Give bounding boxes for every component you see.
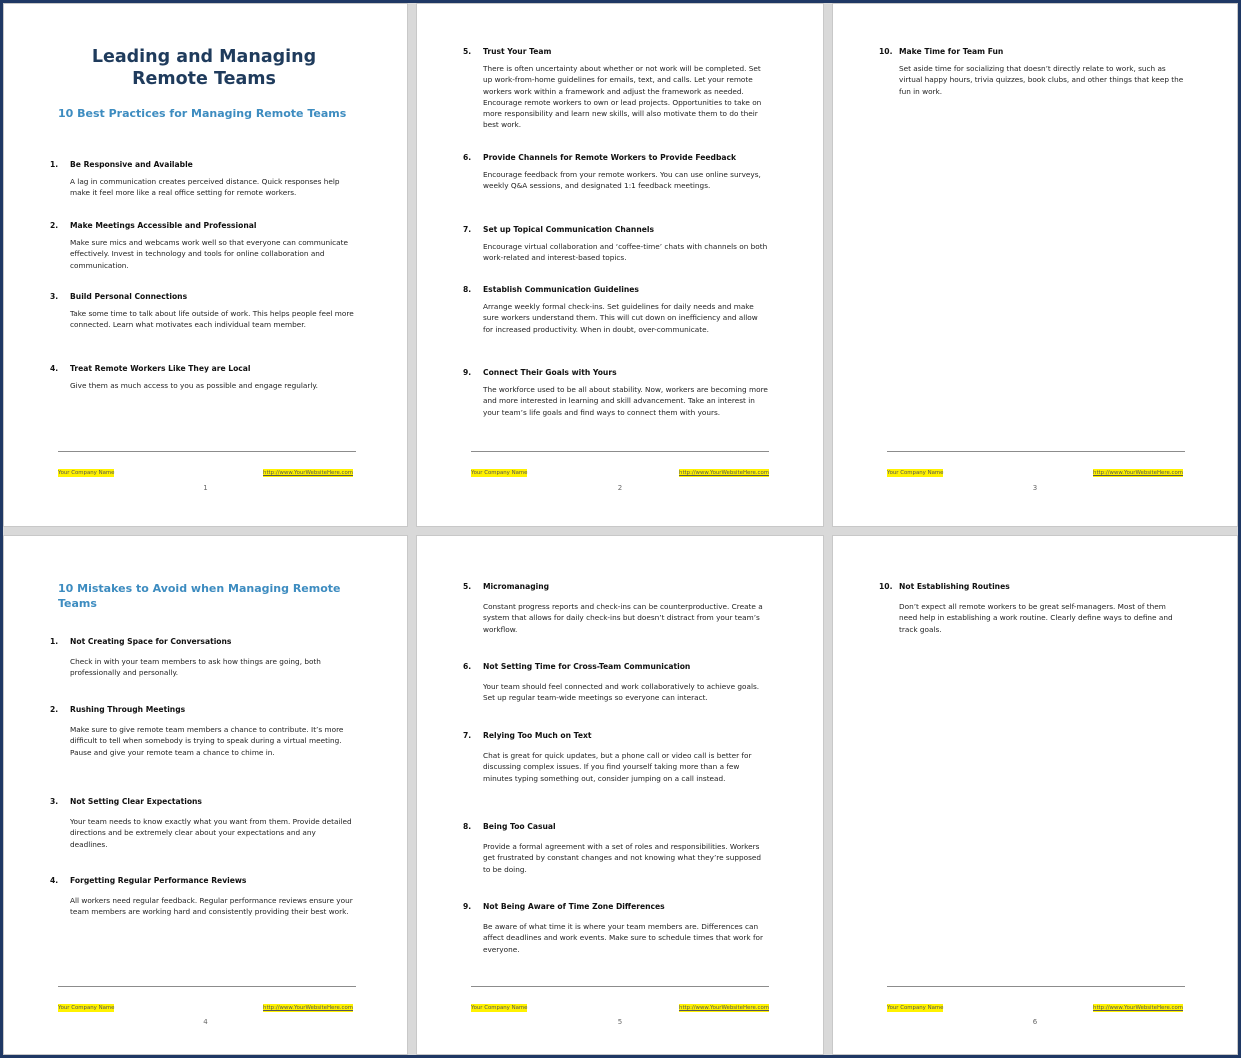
- item-number: 7.: [463, 731, 472, 740]
- item-body: Be aware of what time it is where your team members are. Differences can affect deadlines and work events. Make sure to schedule times that work for everyone.: [483, 922, 763, 954]
- item-body: The workforce used to be all about stability. Now, workers are becoming more and more interested in learning and skill advancement. Take an interest in your team’s life goals and find ways to connect them with yours.: [483, 385, 768, 417]
- section-heading-mistakes: 10 Mistakes to Avoid when Managing Remote Teams: [58, 582, 341, 610]
- list-item: [463, 284, 763, 335]
- section-heading-best-practices: 10 Best Practices for Managing Remote Teams: [58, 107, 347, 120]
- footer-rule: [471, 451, 769, 452]
- item-heading: Make Time for Team Fun: [899, 47, 1004, 56]
- page-number: 1: [203, 484, 208, 492]
- item-body: Don’t expect all remote workers to be great self-managers. Most of them need help in establishing a work routine. Clearly define ways to define and track goals.: [899, 602, 1173, 634]
- item-number: 3.: [50, 797, 59, 806]
- page-6: [832, 535, 1238, 1055]
- footer-company-name: Your Company Name: [58, 470, 115, 476]
- item-body: Make sure mics and webcams work well so that everyone can communicate effectively. Invest in technology and tools for online collaboration and communication.: [70, 238, 349, 270]
- item-body: Set aside time for socializing that doesn’t directly relate to work, such as virtual happy hours, trivia quizzes, book clubs, and other things that keep the fun in work.: [899, 64, 1184, 96]
- item-number: 10.: [879, 47, 893, 56]
- item-heading: Not Setting Clear Expectations: [70, 797, 202, 806]
- item-body: Encourage virtual collaboration and ‘coffee-time’ chats with channels on both work-related and interest-based topics.: [483, 242, 768, 263]
- item-heading: Being Too Casual: [483, 822, 556, 831]
- item-heading: Build Personal Connections: [70, 292, 188, 301]
- list-item: [879, 581, 1179, 635]
- item-body: Provide a formal agreement with a set of roles and responsibilities. Workers get frustrated by constant changes and not knowing what they’re supposed to be doing.: [483, 842, 762, 874]
- list-item: [50, 636, 350, 679]
- footer-website-link[interactable]: http://www.YourWebsiteHere.com: [679, 1005, 769, 1011]
- item-number: 2.: [50, 221, 59, 230]
- item-body: Arrange weekly formal check-ins. Set guidelines for daily needs and make sure workers understand them. This will cut down on inefficiency and allow for increased productivity. When in doubt, over-communicate.: [483, 302, 758, 334]
- page-number: 6: [1032, 1018, 1038, 1026]
- item-heading: Trust Your Team: [483, 47, 552, 56]
- page-4: [3, 535, 408, 1055]
- item-body: Take some time to talk about life outside of work. This helps people feel more connected. Learn what motivates each individual team member.: [70, 309, 354, 330]
- item-number: 1.: [50, 637, 59, 646]
- item-heading: Not Being Aware of Time Zone Differences: [483, 902, 665, 911]
- item-body: Your team needs to know exactly what you want from them. Provide detailed directions and be extremely clear about your expectations and any deadlines.: [70, 817, 352, 849]
- item-heading: Set up Topical Communication Channels: [483, 225, 655, 234]
- item-body: Chat is great for quick updates, but a phone call or video call is better for discussing complex issues. If you find yourself taking more than a few minutes typing something out, consider jumping on a call instead.: [483, 751, 752, 783]
- item-number: 6.: [463, 662, 472, 671]
- list-item: [463, 581, 763, 635]
- item-number: 2.: [50, 705, 59, 714]
- item-number: 5.: [463, 47, 472, 56]
- footer-website-link[interactable]: http://www.YourWebsiteHere.com: [679, 470, 769, 476]
- page-2: [416, 3, 824, 527]
- item-heading: Establish Communication Guidelines: [483, 285, 639, 294]
- list-item: [463, 46, 763, 131]
- item-heading: Treat Remote Workers Like They are Local: [70, 364, 251, 373]
- item-number: 8.: [463, 822, 472, 831]
- item-heading: Relying Too Much on Text: [483, 731, 592, 740]
- list-item: [463, 224, 768, 264]
- footer-rule: [887, 986, 1185, 987]
- item-number: 10.: [879, 582, 893, 591]
- item-heading: Not Establishing Routines: [899, 582, 1010, 591]
- item-heading: Rushing Through Meetings: [70, 705, 186, 714]
- list-item: [463, 901, 763, 955]
- footer-company-name: Your Company Name: [887, 470, 944, 476]
- footer-rule: [471, 986, 769, 987]
- document-title: Leading and Managing Remote Teams: [91, 47, 317, 89]
- list-item: [50, 159, 350, 199]
- item-heading: Provide Channels for Remote Workers to Provide Feedback: [483, 153, 737, 162]
- item-number: 7.: [463, 225, 472, 234]
- list-item: [463, 367, 768, 418]
- page-number: 4: [203, 1018, 208, 1026]
- page-1: [3, 3, 408, 527]
- footer-rule: [58, 451, 356, 452]
- item-number: 9.: [463, 368, 472, 377]
- footer-rule: [887, 451, 1185, 452]
- list-item: [463, 730, 763, 784]
- item-body: There is often uncertainty about whether or not work will be completed. Set up work-from-home guidelines for emails, text, and calls. Let your remote workers work within a framework and adjust the framework as needed. Encourage remote workers to own or lead projects. Opportunities to take on more responsibility and learn new skills, will also motivate them to do their best work.: [483, 64, 762, 130]
- footer-rule: [58, 986, 356, 987]
- list-item: [50, 796, 350, 850]
- item-number: 9.: [463, 902, 472, 911]
- list-item: [50, 220, 350, 271]
- list-item: [50, 704, 350, 758]
- item-number: 4.: [50, 364, 59, 373]
- list-item: [50, 291, 354, 331]
- footer-company-name: Your Company Name: [58, 1005, 115, 1011]
- list-item: [463, 152, 763, 192]
- list-item: [50, 363, 350, 391]
- footer-company-name: Your Company Name: [887, 1005, 944, 1011]
- footer-company-name: Your Company Name: [471, 470, 528, 476]
- list-item: [463, 661, 763, 704]
- page-5: [416, 535, 824, 1055]
- item-heading: Forgetting Regular Performance Reviews: [70, 876, 247, 885]
- list-item: [879, 46, 1184, 97]
- item-number: 3.: [50, 292, 59, 301]
- item-number: 6.: [463, 153, 472, 162]
- item-number: 4.: [50, 876, 59, 885]
- item-heading: Not Creating Space for Conversations: [70, 637, 232, 646]
- footer-website-link[interactable]: http://www.YourWebsiteHere.com: [263, 470, 353, 476]
- item-heading: Be Responsive and Available: [70, 160, 193, 169]
- item-heading: Make Meetings Accessible and Professional: [70, 221, 257, 230]
- page-3: [832, 3, 1238, 527]
- item-body: A lag in communication creates perceived distance. Quick responses help make it feel more like a real office setting for remote workers.: [70, 177, 340, 198]
- item-number: 8.: [463, 285, 472, 294]
- footer-website-link[interactable]: http://www.YourWebsiteHere.com: [1093, 470, 1183, 476]
- item-body: Give them as much access to you as possible and engage regularly.: [70, 381, 318, 390]
- page-number: 5: [617, 1018, 623, 1026]
- footer-website-link[interactable]: http://www.YourWebsiteHere.com: [263, 1005, 353, 1011]
- item-body: All workers need regular feedback. Regular performance reviews ensure your team members are working hard and consistently providing their best work.: [70, 896, 353, 917]
- item-body: Make sure to give remote team members a chance to contribute. It’s more difficult to tell when somebody is trying to speak during a virtual meeting. Pause and give your remote team a chance to chime in.: [70, 725, 344, 757]
- item-heading: Connect Their Goals with Yours: [483, 368, 617, 377]
- footer-website-link[interactable]: http://www.YourWebsiteHere.com: [1093, 1005, 1183, 1011]
- item-number: 5.: [463, 582, 472, 591]
- item-body: Check in with your team members to ask how things are going, both professionally and personally.: [70, 657, 321, 678]
- item-heading: Micromanaging: [483, 582, 550, 591]
- item-body: Encourage feedback from your remote workers. You can use online surveys, weekly Q&A sessions, and designated 1:1 feedback meetings.: [483, 170, 761, 191]
- page-number: 2: [617, 484, 623, 492]
- item-number: 1.: [50, 160, 59, 169]
- item-body: Your team should feel connected and work collaboratively to achieve goals. Set up regular team-wide meetings so everyone can interact.: [483, 682, 760, 703]
- footer-company-name: Your Company Name: [471, 1005, 528, 1011]
- item-body: Constant progress reports and check-ins can be counterproductive. Create a system that allows for daily check-ins but doesn’t distract from your team’s workflow.: [483, 602, 763, 634]
- document-viewer: [3, 3, 1238, 1055]
- page-number: 3: [1032, 484, 1038, 492]
- item-heading: Not Setting Time for Cross-Team Communication: [483, 662, 691, 671]
- list-item: [50, 875, 353, 918]
- list-item: [463, 821, 763, 875]
